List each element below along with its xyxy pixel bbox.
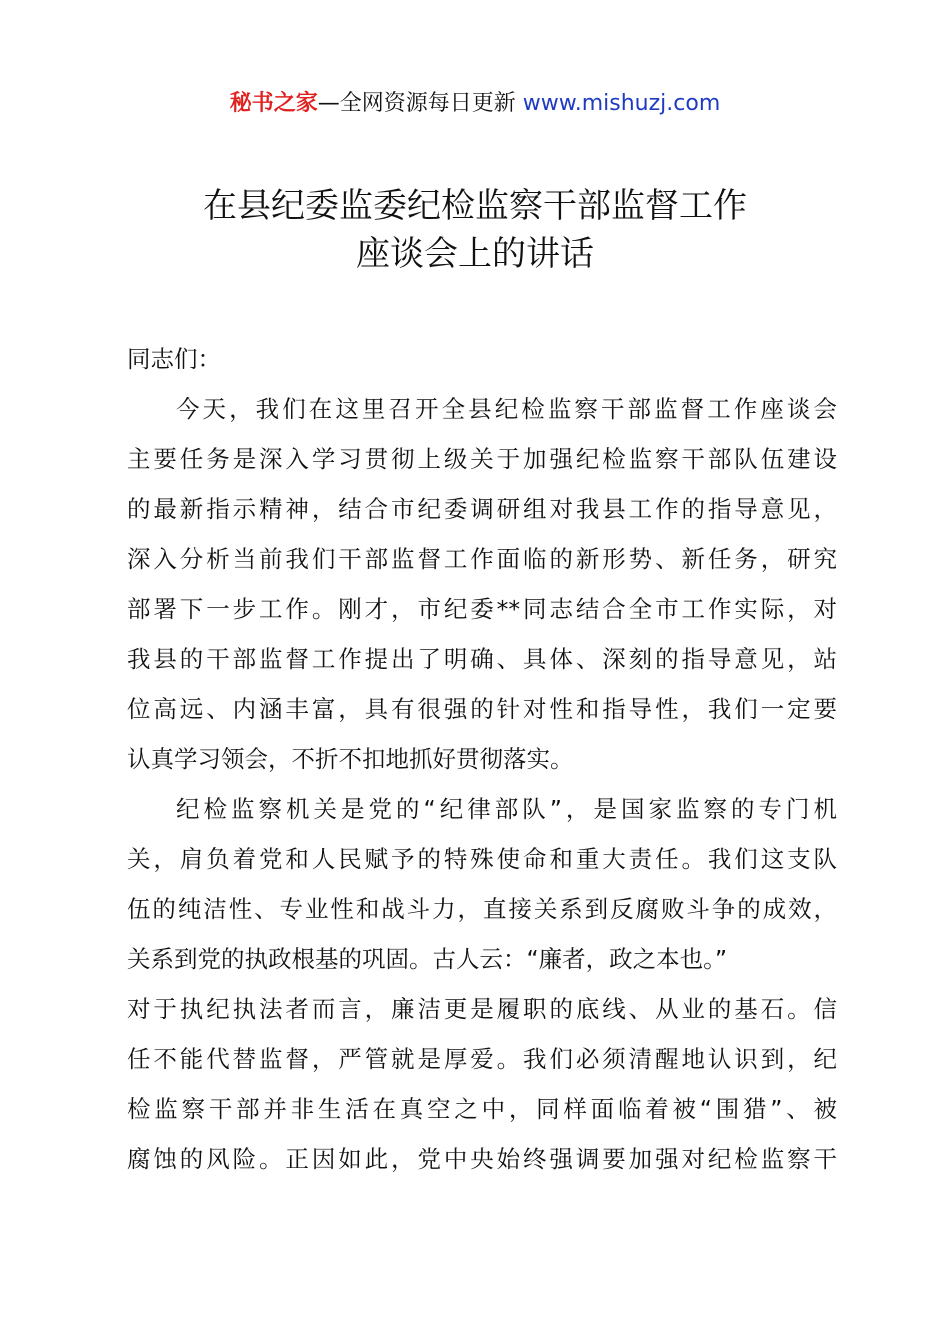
text-line: 伍的纯洁性、专业性和战斗力，直接关系到反腐败斗争的成效， <box>127 895 837 923</box>
paragraph-1 <box>127 384 837 784</box>
title-line-2: 座谈会上的讲话 <box>356 234 594 274</box>
document-body <box>127 334 837 1184</box>
salutation: 同志们： <box>127 345 221 373</box>
text-line: 腐蚀的风险。正因如此，党中央始终强调要加强对纪检监察干 <box>127 1145 837 1173</box>
text-line: 深入分析当前我们干部监督工作面临的新形势、新任务，研究 <box>127 545 837 573</box>
text-line: 的最新指示精神，结合市纪委调研组对我县工作的指导意见， <box>127 495 837 523</box>
text-line: 任不能代替监督，严管就是厚爱。我们必须清醒地认识到，纪 <box>127 1045 837 1073</box>
text-line: 今天，我们在这里召开全县纪检监察干部监督工作座谈会 <box>176 395 837 423</box>
site-tagline: —全网资源每日更新 <box>317 91 516 116</box>
document-title <box>0 182 950 278</box>
text-line: 认真学习领会，不折不扣地抓好贯彻落实。 <box>127 745 574 773</box>
text-line: 关系到党的执政根基的巩固。古人云：“廉者，政之本也。” <box>127 945 728 973</box>
text-line: 位高远、内涵丰富，具有很强的针对性和指导性，我们一定要 <box>127 695 837 723</box>
paragraph-2 <box>127 784 837 1184</box>
text-line: 主要任务是深入学习贯彻上级关于加强纪检监察干部队伍建设 <box>127 445 837 473</box>
text-line: 我县的干部监督工作提出了明确、具体、深刻的指导意见，站 <box>127 645 837 673</box>
text-line: 对于执纪执法者而言，廉洁更是履职的底线、从业的基石。信 <box>127 995 837 1023</box>
title-line-1: 在县纪委监委纪检监察干部监督工作 <box>203 186 747 226</box>
text-line: 关，肩负着党和人民赋予的特殊使命和重大责任。我们这支队 <box>127 845 837 873</box>
text-line: 纪检监察机关是党的“纪律部队”，是国家监察的专门机 <box>176 795 837 823</box>
site-brand: 秘书之家 <box>229 91 318 116</box>
text-line: 部署下一步工作。刚才，市纪委**同志结合全市工作实际，对 <box>127 595 837 623</box>
text-line: 检监察干部并非生活在真空之中，同样面临着被“围猎”、被 <box>127 1095 837 1123</box>
site-url-link[interactable]: www.mishuzj.com <box>522 91 721 116</box>
site-header <box>0 88 950 120</box>
